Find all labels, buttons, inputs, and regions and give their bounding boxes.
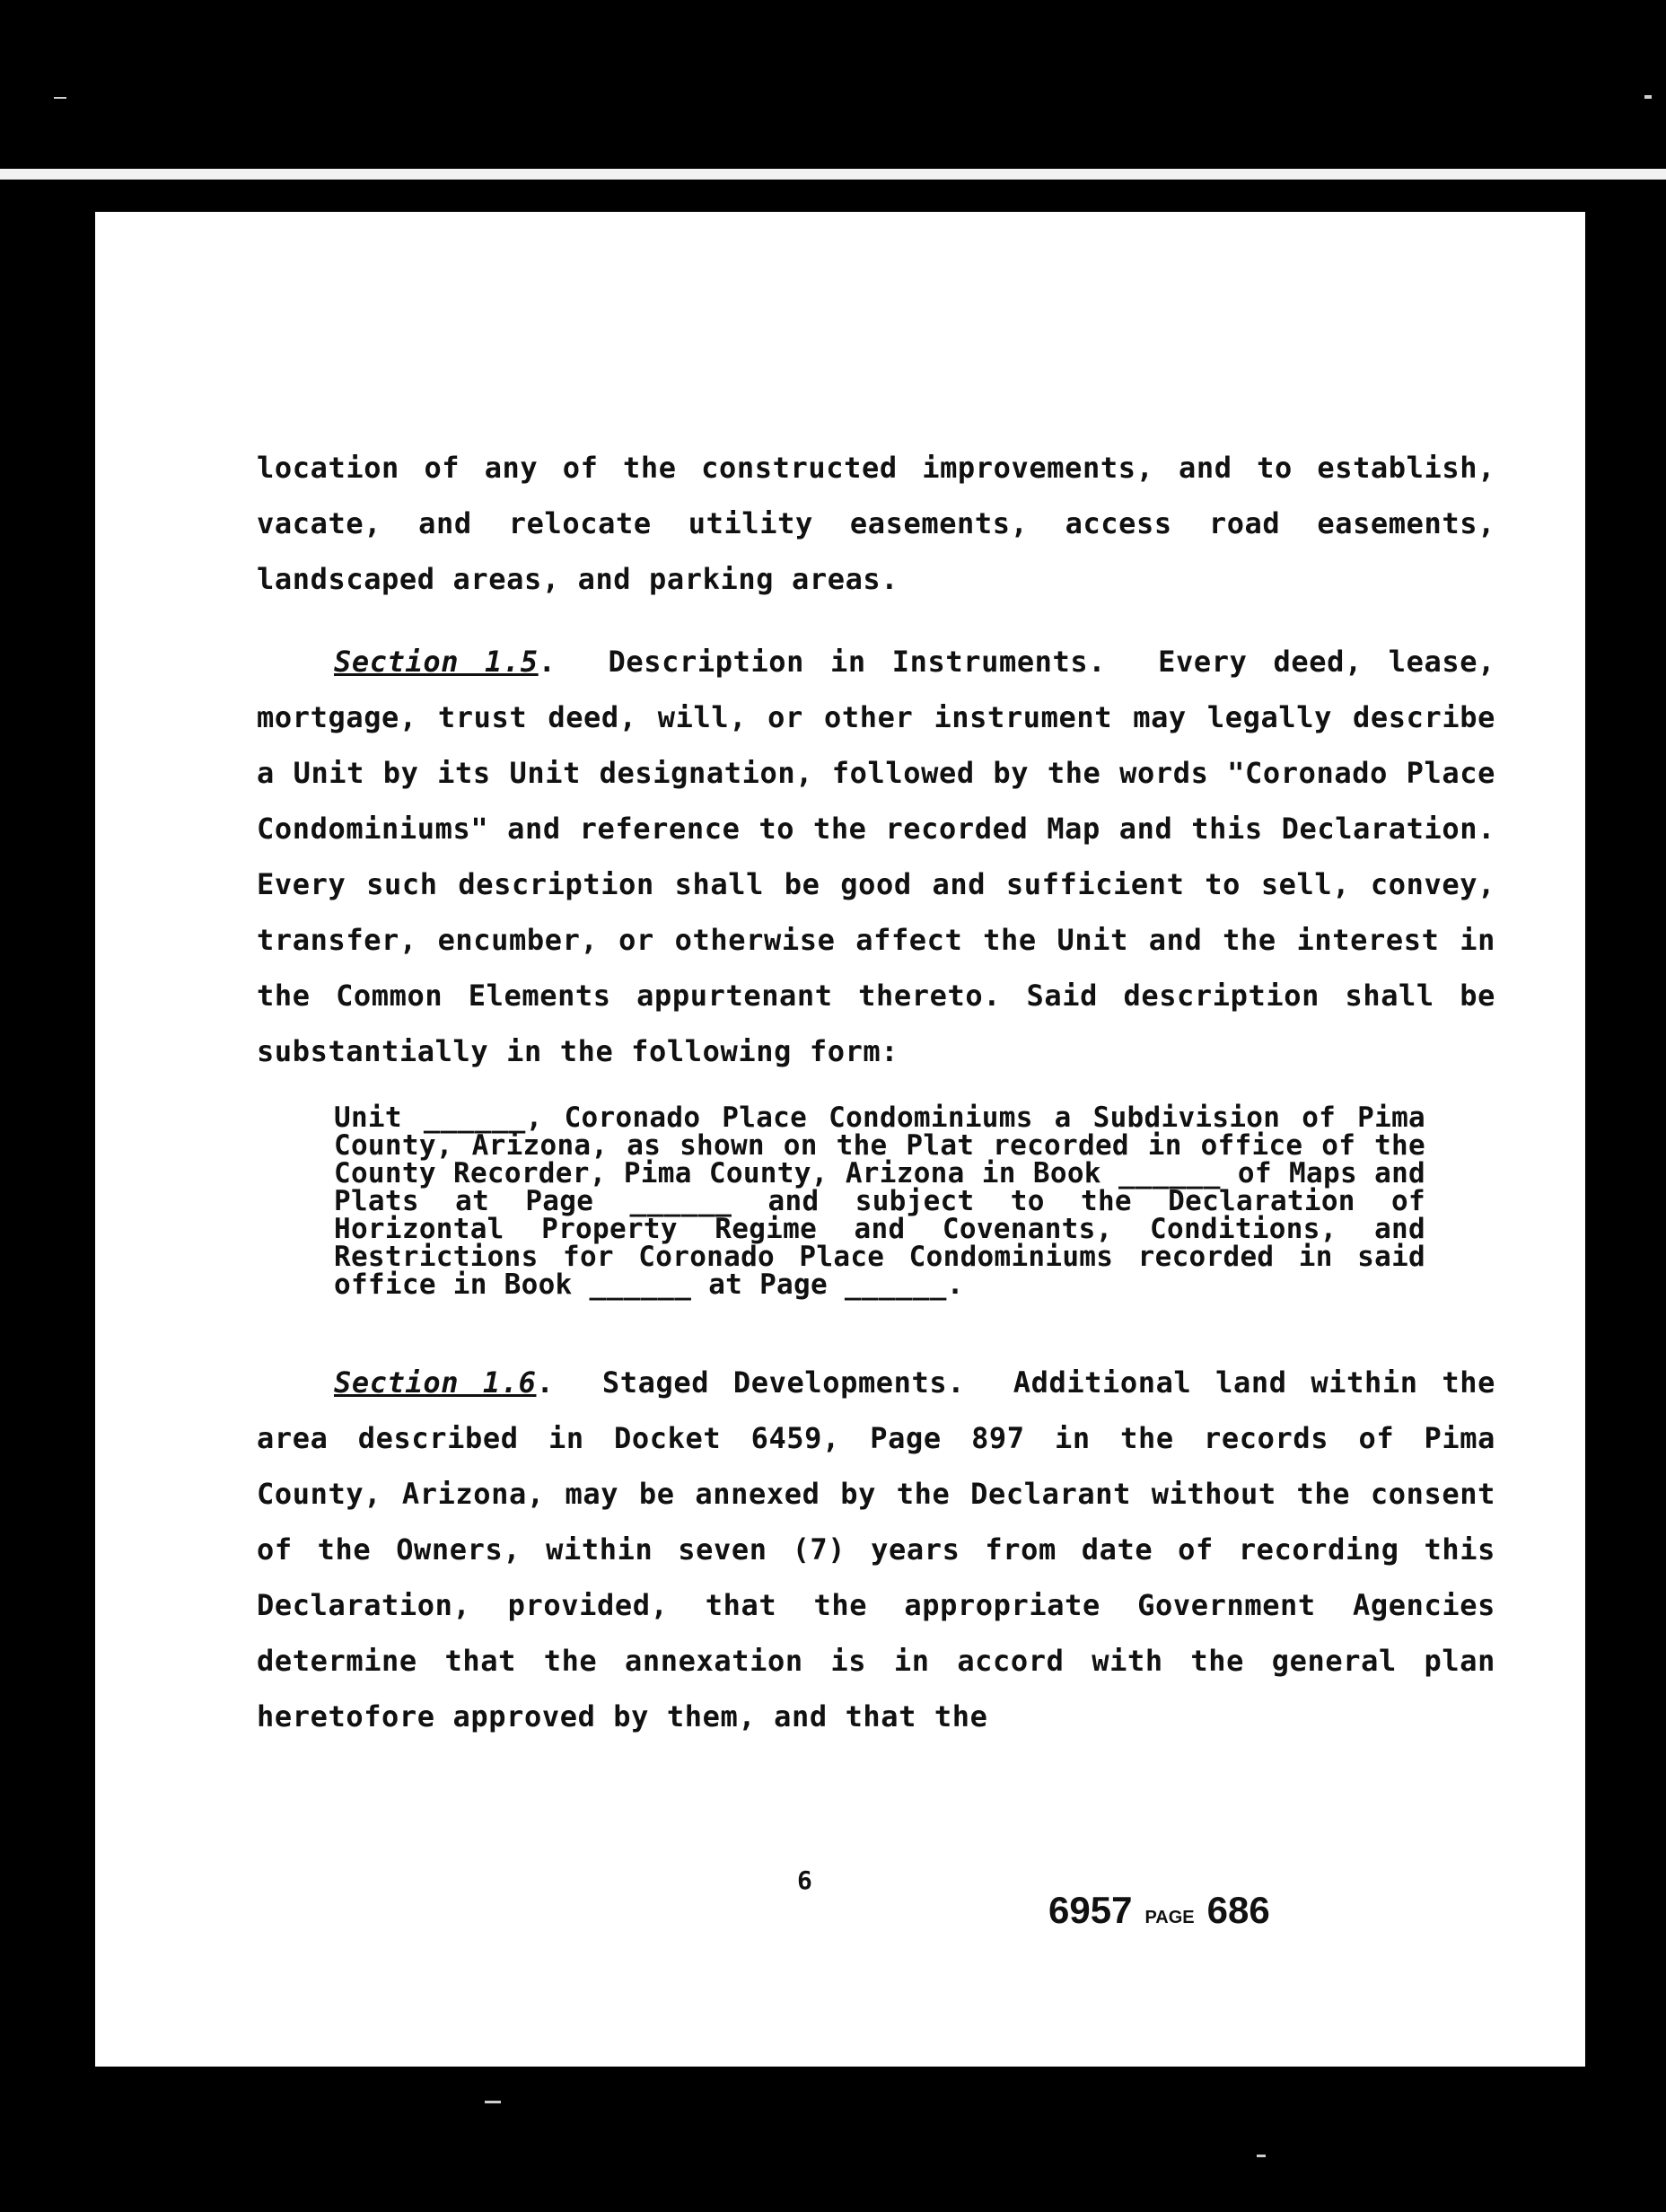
section-1-6-body: Additional land within the area described in Docket 6459, Page 897 in the records of Pima County, Arizona, may be annexed by the Declarant without the consent of the Owners, within seven (7) years from date of recording this Declaration, provided, that the appropriate Government Agencies determine that the annexation is in accord with the general plan heretofore approved by them, and that the [257,1365,1495,1734]
scan-speck [1257,2155,1266,2157]
section-1-5-label: Section 1.5 [334,645,539,679]
section-1-6-paragraph: Section 1.6. Staged Developments. Additional land within the area described in Docket 6459, Page 897 in the records of Pima County, Arizona, may be annexed by the Declarant without the consent of the Owners, within seven (7) years from date of recording this Declaration, provided, that the appropriate Government Agencies determine that the annexation is in accord with the general plan heretofore approved by them, and that the [257,1365,1495,1734]
section-1-5-title: Description in Instruments. [608,645,1107,679]
scan-speck [54,97,66,99]
document-body [257,440,1495,1744]
scan-border-band [0,169,1666,180]
book-page-number: 686 [1206,1889,1270,1931]
section-1-5-paragraph: Section 1.5. Description in Instruments. Every deed, lease, mortgage, trust deed, will, or other instrument may legally describe a Unit by its Unit designation, followed by the words "Coronado Place Condominiums" and reference to the recorded Map and this Declaration. Every such description shall be good and sufficient to sell, convey, transfer, encumber, or otherwise affect the Unit and the interest in the Common Elements appurtenant thereto. Said description shall be substantially in the following form: [257,645,1495,1068]
page-word: PAGE [1144,1908,1195,1927]
legal-description-form: Unit ______, Coronado Place Condominiums a Subdivision of Pima County, Arizona, as shown on the Plat recorded in office of the County Recorder, Pima County, Arizona in Book ______ of Maps and Plats at Page ______ and subject to the Declaration of Horizontal Property Regime and Covenants, Conditions, and Restrictions for Coronado Place Condominiums recorded in said office in Book ______ at Page ______. [334,1102,1425,1301]
section-1-6-label: Section 1.6 [334,1365,537,1400]
book-number: 6957 [1048,1889,1133,1931]
book-page-stamp [1048,1889,1270,1932]
section-1-6-title: Staged Developments. [601,1365,966,1400]
paragraph-intro: location of any of the constructed improvements, and to establish, vacate, and relocate utility easements, access road easements, landscaped areas, and parking areas. [257,451,1495,596]
page-number: 6 [797,1865,812,1895]
document-page [95,212,1585,2067]
scan-speck [485,2101,501,2103]
section-1-5-body: Every deed, lease, mortgage, trust deed, will, or other instrument may legally describe a Unit by its Unit designation, followed by the words "Coronado Place Condominiums" and reference to the recorded Map and this Declaration. Every such description shall be good and sufficient to sell, convey, transfer, encumber, or otherwise affect the Unit and the interest in the Common Elements appurtenant thereto. Said description shall be substantially in the following form: [257,645,1495,1068]
scan-speck [1644,95,1652,99]
